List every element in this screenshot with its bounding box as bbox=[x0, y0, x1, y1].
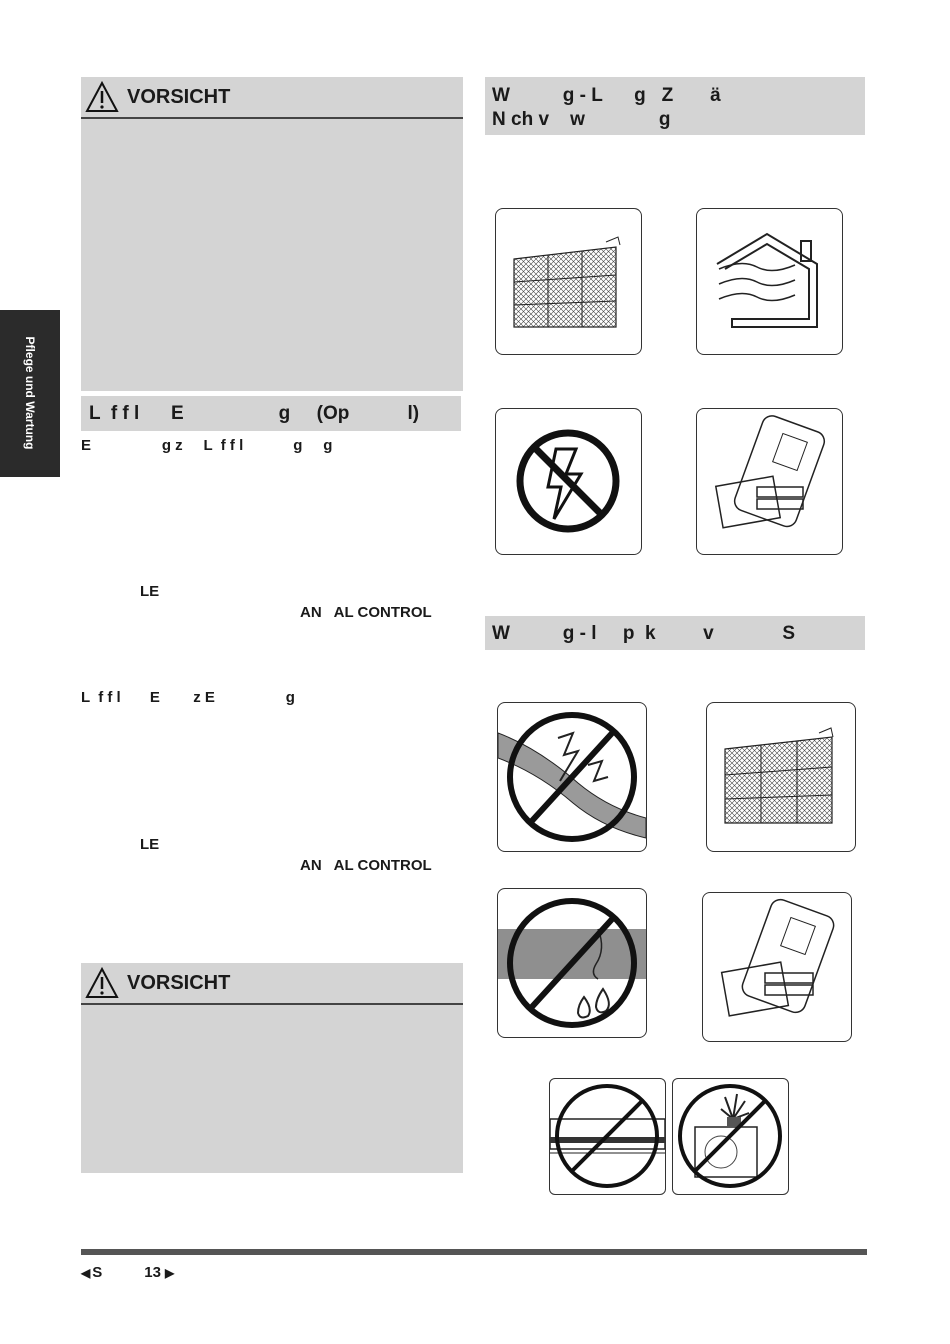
filter-picture-2 bbox=[706, 702, 856, 852]
no-electric-icon bbox=[496, 409, 641, 554]
side-tab-label: Pflege und Wartung bbox=[23, 336, 37, 450]
manual-control-label-1: AN AL CONTROL bbox=[300, 604, 432, 621]
section-heading: L f f l E g (Op l) bbox=[89, 403, 420, 424]
no-block-outdoor-picture bbox=[672, 1078, 789, 1195]
led-label-1: LE bbox=[140, 583, 160, 600]
house-air-icon bbox=[697, 209, 842, 354]
page-number: 13 bbox=[144, 1264, 161, 1281]
no-block-indoor-icon bbox=[550, 1079, 665, 1194]
triangle-right-icon: ▶ bbox=[164, 1265, 175, 1280]
remote-battery-picture-2 bbox=[702, 892, 852, 1042]
led-label-2: LE bbox=[140, 836, 160, 853]
remote-battery-picture bbox=[696, 408, 843, 555]
right-heading-bar bbox=[485, 77, 865, 135]
sub-line: L f f l E z E g bbox=[81, 689, 295, 706]
footer-nav bbox=[81, 1264, 174, 1281]
section-heading-bar bbox=[81, 396, 461, 431]
caution-header bbox=[81, 77, 463, 119]
warning-triangle-icon bbox=[85, 967, 119, 999]
caution-box-top bbox=[81, 77, 463, 391]
no-block-indoor-picture bbox=[549, 1078, 666, 1195]
remote-battery-icon bbox=[703, 893, 851, 1041]
no-water-picture bbox=[497, 888, 647, 1038]
intro-line: E g z L f f l g g bbox=[81, 437, 333, 454]
air-filter-icon bbox=[496, 209, 641, 354]
no-water-icon bbox=[498, 889, 646, 1037]
right-mid-heading-bar bbox=[485, 616, 865, 650]
no-electric-picture bbox=[495, 408, 642, 555]
footer-left-label: S bbox=[92, 1264, 103, 1281]
triangle-left-icon: ◀ bbox=[81, 1265, 91, 1280]
caution-box-bottom bbox=[81, 963, 463, 1173]
no-cable-damage-picture bbox=[497, 702, 647, 852]
air-filter-icon bbox=[707, 703, 855, 851]
right-mid-heading: W g - l p k v S bbox=[492, 623, 795, 644]
right-heading-line2: N ch v w g bbox=[492, 109, 671, 130]
warning-triangle-icon bbox=[85, 81, 119, 113]
remote-battery-icon bbox=[697, 409, 842, 554]
side-tab bbox=[0, 310, 60, 477]
filter-picture bbox=[495, 208, 642, 355]
right-heading-line1: W g - L g Z ä bbox=[492, 85, 721, 106]
no-block-outdoor-icon bbox=[673, 1079, 788, 1194]
house-picture bbox=[696, 208, 843, 355]
caution-title: VORSICHT bbox=[127, 85, 231, 108]
caution-header bbox=[81, 963, 463, 1005]
caution-title: VORSICHT bbox=[127, 971, 231, 994]
footer-rule bbox=[81, 1249, 867, 1255]
manual-control-label-2: AN AL CONTROL bbox=[300, 857, 432, 874]
no-cable-damage-icon bbox=[498, 703, 646, 851]
